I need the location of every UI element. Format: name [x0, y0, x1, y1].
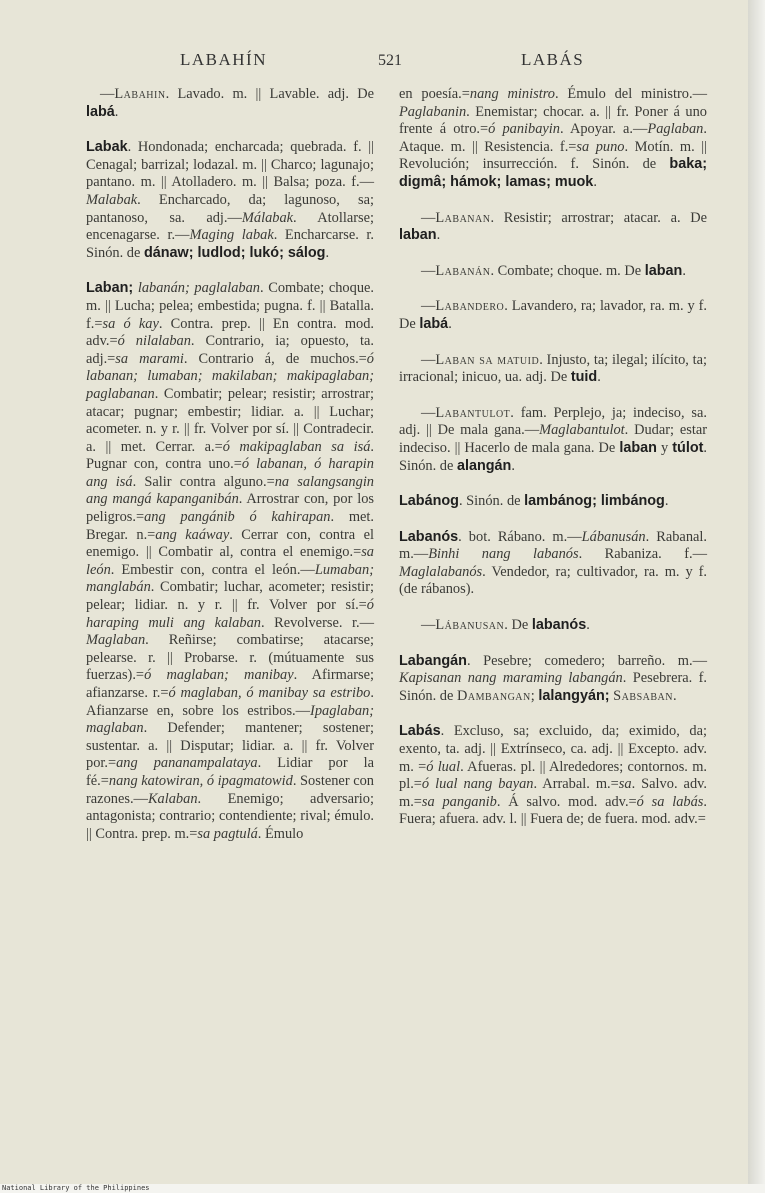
- entry-text: .: [672, 687, 677, 704]
- entry-text: . met. Bregar. n.=: [86, 509, 374, 543]
- entry-text: . Afianzarse en, sobre los estribos.—: [86, 685, 374, 719]
- entry-italic: sa león: [86, 544, 374, 578]
- entry-text: . Sinón. de: [399, 439, 708, 474]
- entry-text: . Combatir; luchar, acometer; resistir; pelear; lidiar. n. y r. || fr. Volver por sí.=: [86, 579, 374, 614]
- entry-text: . Émulo: [257, 825, 304, 842]
- entry-text: . Injusto, ta; ilegal; ilícito, ta; irracional; inicuo, ua. adj. De: [399, 351, 707, 386]
- entry-text: . Enemigo; adversario; antagonista; contrario; contendiente; rival; émulo. || Contra. prep. m.=: [86, 790, 374, 842]
- entry-text: y: [656, 439, 673, 456]
- cross-reference: laban: [644, 262, 683, 279]
- entry-labanog: [399, 493, 707, 511]
- entry-italic: ó nilalaban: [117, 333, 191, 350]
- entry-text: . Encharcarse. r. Sinón. de: [86, 227, 374, 261]
- entry-italic: ó makipaglaban sa isá: [222, 438, 371, 455]
- entry-italic: ó labanan, ó harapin ang isá: [86, 456, 374, 490]
- entry-headword: Labahin: [114, 86, 166, 102]
- cross-reference: túlot: [672, 439, 704, 456]
- entry-italic: Paglaban: [647, 121, 704, 138]
- entry-text: . Cerrar con, contra el enemigo. || Combatir al, contra el enemigo.=: [86, 526, 374, 561]
- entry-text: . Lavandero, ra; lavador, ra. m. y f. De: [399, 298, 707, 332]
- entry-italic: ó lual: [426, 758, 461, 775]
- entry-text: . bot. Rábano. m.—: [458, 528, 582, 545]
- entry-italic: ó labanan; lumaban; makilaban; makipaglaban; paglabanan: [86, 350, 374, 402]
- entry-text: .: [597, 369, 601, 386]
- synonyms: dánaw; ludlod; lukó; sálog: [143, 244, 326, 261]
- entry-headword: Labak: [86, 139, 128, 156]
- entry-italic: sa: [618, 776, 632, 793]
- cross-reference: tuid: [570, 369, 598, 386]
- entry-italic: sa panganib: [421, 793, 497, 810]
- entry-text: . Defender; mantener; sostener; sustentar. a. || Disputar; lidiar. a. || fr. Volver por.=: [86, 720, 374, 772]
- entry-text: . Vendedor, ra; cultivador, ra. m. y f. (de rábanos).: [399, 563, 707, 598]
- entry-italic: Kalaban: [147, 790, 198, 807]
- entry-text: . Apoyar. a.—: [560, 121, 648, 138]
- entry-text: . Pugnar con, contra uno.=: [86, 438, 374, 473]
- entry-laban-sa-matuid: [399, 352, 707, 387]
- entry-italic: Maglabantulot: [539, 422, 625, 439]
- entry-text: . Sostener con razones.—: [86, 772, 374, 807]
- entry-labandero: [399, 298, 707, 333]
- entry-italic: Málabak: [241, 209, 294, 226]
- cross-reference: labanós: [531, 617, 587, 634]
- entry-text: .: [436, 227, 441, 244]
- entry-headword: Labantulot: [435, 404, 511, 421]
- entry-text: . Ataque. m. || Resistencia. f.=: [399, 121, 707, 155]
- entry-italic: nang katowiran, ó ipagmatowid: [108, 772, 293, 789]
- entry-text: . Atollarse; encenagarse. r.—: [86, 209, 374, 244]
- entry-text: . Salir contra alguno.=: [132, 473, 275, 490]
- entry-labanos: [399, 529, 707, 599]
- entry-italic: ó maglaban, ó manibay sa estribo: [168, 685, 371, 701]
- entry-italic: Maging labak: [189, 227, 274, 244]
- entry-italic: labanán; paglalaban: [137, 280, 260, 297]
- entry-text: . Combate; choque. m. || Lucha; pelea; embestida; pugna. f. || Batalla. f.=: [86, 280, 374, 332]
- header-left-word: LABAHÍN: [180, 50, 267, 69]
- entry-italic: ó maglaban; manibay: [144, 667, 294, 684]
- entry-text: . Resistir; arrostrar; atacar. a. De: [490, 209, 707, 226]
- synonym-smallcaps: Sabsaban: [613, 687, 673, 704]
- entry-headword: Laban;: [86, 280, 134, 297]
- entry-italic: ó lual nang bayan: [421, 776, 534, 793]
- entry-text: en poesía.=: [399, 86, 470, 102]
- entry-italic: ang pangánib ó kahirapan: [144, 509, 331, 526]
- entry-text: . Revolverse. r.—: [260, 614, 374, 631]
- entry-text: . Combate; choque. m. De: [490, 262, 645, 279]
- cross-reference: labá: [419, 315, 449, 332]
- entry-text: . Pesebrera. f. Sinón. de: [399, 670, 707, 704]
- library-credit: National Library of the Philippines: [2, 1184, 150, 1192]
- entry-italic: Kapisanan nang maraming labangán: [399, 670, 623, 687]
- entry-text: .: [325, 244, 330, 261]
- entry-text: . Enemistar; chocar. a. || fr. Poner á uno frente á otro.=: [399, 103, 707, 138]
- entry-text: . Reñirse; combatirse; atacarse; pelearse. r. || Probarse. r. (mútuamente sus fuerzas).=: [86, 632, 374, 684]
- entry-text: . Excluso, sa; excluido, da; eximido, da; exento, ta. adj. || Extrínseco, ca. adj. || Excepto. adv. m. =: [399, 723, 707, 775]
- cross-reference: labá: [86, 103, 115, 120]
- entry-laban-continued: [399, 86, 707, 192]
- entry-italic: na salangsangin ang mangá kapanganibán: [86, 473, 375, 508]
- entry-text: .: [448, 315, 452, 332]
- entry-italic: Lábanusán: [581, 528, 646, 545]
- synonyms: baka; digmâ; hámok; lamas; muok: [399, 156, 707, 190]
- synonyms: lalangyán;: [538, 687, 610, 704]
- entry-text: . Fuera; afuera. adv. l. || Fuera de; de fuera. mod. adv.=: [399, 793, 708, 828]
- synonyms: alangán: [456, 457, 512, 474]
- entry-italic: sa pagtulá: [197, 825, 258, 842]
- page-header: [0, 46, 750, 76]
- entry-italic: sa puno: [576, 138, 625, 155]
- entry-labak: [86, 139, 374, 262]
- entry-italic: sa marami: [115, 350, 184, 367]
- entry-italic: ó sa labás: [636, 793, 704, 810]
- cross-reference: laban: [399, 227, 437, 244]
- entry-italic: ó panibayin: [488, 121, 560, 138]
- entry-italic: ó haraping muli ang kalaban: [86, 597, 374, 631]
- entry-labahin: [86, 86, 374, 121]
- entry-italic: Malabak: [86, 191, 138, 208]
- entry-text: .: [664, 493, 669, 510]
- entry-headword: Labanán: [435, 262, 491, 279]
- entry-italic: sa ó kay: [102, 315, 159, 332]
- entry-text: . Hondonada; encharcada; quebrada. f. || Cenagal; barrizal; lodazal. m. || Charco; lagunajo; pantano. m. || Atolladero. m. || Balsa; poza. f.—: [86, 139, 374, 191]
- page-number: 521: [378, 52, 402, 69]
- entry-text: . Émulo del ministro.—: [554, 86, 707, 102]
- entry-italic: ang kaáway: [155, 526, 230, 543]
- entry-headword: Lábanusan: [435, 617, 505, 634]
- entry-text: . Rabanal. m.—: [399, 528, 707, 563]
- entry-labanan: [399, 210, 707, 245]
- entry-text: . Combatir; pelear; resistir; arrostrar; atacar; pugnar; embestir; lidiar. a. || Luchar; acometer. n. y r. || fr. Volver por sí. || Contradecir. a. || met. Cerrar. a.=: [86, 385, 374, 455]
- entry-text: . Arrabal. m.=: [533, 776, 619, 793]
- entry-labantulot: [399, 405, 707, 475]
- entry-text: ;: [530, 687, 539, 704]
- entry-text: —: [421, 262, 436, 279]
- entry-text: . fam. Perplejo, ja; indeciso, sa. adj. || De mala gana.—: [399, 404, 707, 439]
- entry-text: . Lavado. m. || Lavable. adj. De: [165, 86, 374, 102]
- entry-text: —: [421, 404, 436, 421]
- entry-text: . Contra. prep. || En contra. mod. adv.=: [86, 315, 374, 350]
- entry-text: . Contrario á, de muchos.=: [183, 350, 367, 367]
- entry-italic: ang pananampalataya: [116, 755, 258, 772]
- entry-text: . Afirmarse; afianzarse. r.=: [86, 667, 374, 701]
- synonym-smallcaps: Dambangan: [456, 687, 531, 704]
- entry-headword: Labangán: [399, 652, 467, 669]
- entry-text: . Lidiar por la fé.=: [86, 755, 375, 789]
- entry-text: . Sinón. de: [458, 493, 525, 510]
- entry-text: . Afueras. pl. || Alrededores; contornos. m. pl.=: [399, 758, 707, 793]
- entry-headword: Labanós: [399, 528, 459, 545]
- cross-reference: laban: [619, 439, 657, 456]
- entry-text: . Contrario, ia; opuesto, ta. adj.=: [86, 333, 374, 367]
- entry-italic: Maglalabanós: [399, 563, 483, 580]
- entry-text: . Arrostrar con, por los peligros.=: [86, 491, 374, 526]
- entry-text: .: [682, 262, 686, 279]
- entry-text: . Encharcado, da; lagunoso, sa; pantanoso, sa. adj.—: [86, 191, 374, 226]
- entry-text: —: [421, 298, 436, 315]
- entry-headword: Labanan: [435, 209, 491, 226]
- entry-labanan-acute: [399, 263, 707, 281]
- entry-text: —: [100, 86, 115, 102]
- entry-italic: nang ministro: [469, 86, 555, 102]
- entry-text: .: [114, 103, 119, 120]
- entry-headword: Labás: [399, 723, 441, 740]
- entry-text: .: [586, 617, 590, 634]
- entry-text: . Dudar; estar indeciso. || Hacerlo de mala gana. De: [399, 422, 708, 456]
- entry-labas: [399, 723, 707, 829]
- entry-text: . Á salvo. mod. adv.=: [496, 793, 637, 810]
- synonyms: lambánog; limbánog: [524, 493, 665, 510]
- entry-text: .: [593, 173, 597, 190]
- entry-text: . Motín. m. || Revolución; insurrección. f. Sinón. de: [399, 138, 707, 173]
- entry-laban: [86, 280, 374, 843]
- right-column: [399, 86, 707, 829]
- entry-text: —: [421, 209, 436, 226]
- entry-text: . De: [504, 617, 532, 634]
- entry-text: —: [421, 617, 436, 634]
- entry-italic: Ipaglaban; maglaban: [86, 702, 374, 737]
- entry-text: . Pesebre; comedero; barreño. m.—: [466, 652, 707, 669]
- left-column: [86, 86, 374, 843]
- entry-text: .: [511, 457, 515, 474]
- entry-text: . Rabaniza. f.—: [578, 546, 707, 563]
- header-right-word: LABÁS: [521, 50, 585, 69]
- entry-text: —: [421, 351, 436, 368]
- entry-headword: Laban sa matuid: [435, 351, 540, 368]
- entry-italic: Lumaban; manglabán: [86, 561, 374, 596]
- entry-labangan: [399, 653, 707, 706]
- page-edge-shadow: [748, 0, 765, 1193]
- entry-italic: Maglaban: [86, 632, 146, 649]
- entry-italic: Paglabanin: [399, 103, 467, 120]
- entry-headword: Labandero: [435, 298, 505, 315]
- entry-headword: Labánog: [399, 493, 459, 510]
- entry-text: . Embestir con, contra el león.—: [110, 561, 315, 578]
- entry-text: . Salvo. adv. m.=: [399, 776, 707, 810]
- entry-italic: Binhi nang labanós: [428, 546, 579, 563]
- entry-labanusan: [399, 617, 707, 635]
